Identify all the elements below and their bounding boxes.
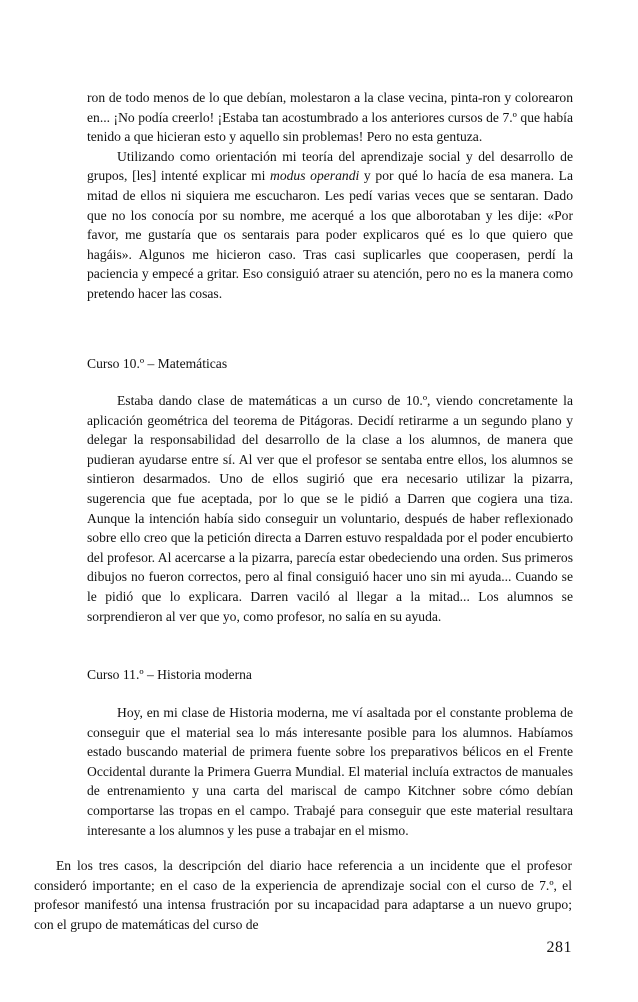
paragraph: En los tres casos, la descripción del diario hace referencia a un incidente que el profesor consideró importante; en el caso de la experiencia de aprendizaje social con el curso de 7.º, el profesor manifestó una intensa frustración por su incapacidad para adaptarse a un nuevo grupo; con el grupo de matemáticas del curso de — [34, 858, 572, 932]
italic-term: modus operandi — [270, 168, 360, 184]
section-heading-maths: Curso 10.º – Matemáticas — [87, 356, 228, 371]
section-heading-history: Curso 11.º – Historia moderna — [87, 667, 252, 682]
paragraph: Hoy, en mi clase de Historia moderna, me ví asaltada por el constante problema de conseguir que el material sea lo más interesante posible para los alumnos. Habíamos estado buscando material de primera fuente sobre los preparativos bélicos en el Frente Occidental durante la Primera Guerra Mundial. El material incluía extractos de manuales de entrenamiento y una carta del mariscal de campo Kitchner sobre cómo debían comportarse las tropas en el campo. Trabajé para conseguir que este material resultara interesante a los alumnos y les puse a trabajar en el mismo. — [87, 705, 573, 838]
paragraph-text: Utilizando como orientación mi teoría del aprendizaje social y del desarrollo de grupos, [les] intenté explicar mi — [87, 148, 573, 184]
diary-excerpt-year-11 — [87, 703, 573, 840]
paragraph-text: y por qué lo hacía de esa manera. La mitad de ellos ni siquiera me escucharon. Les pedí varias veces que se sentaran. Dado que no los conocía por su nombre, me acerqué a los que alborotaban y les dije: «Por favor, me gustaría que os sentarais para poder explicaros qué es lo que quiero que hagáis». Algunos me hicieron caso. Tras casi suplicarles que cooperasen, perdí la paciencia y empecé a gritar. Eso consiguió atraer su atención, pero no es la manera como pretendo hacer las cosas. — [87, 168, 573, 301]
main-text — [34, 856, 572, 934]
diary-excerpt-year-7 — [87, 88, 573, 304]
paragraph — [87, 147, 573, 304]
paragraph: Estaba dando clase de matemáticas a un curso de 10.º, viendo concretamente la aplicación geométrica del teorema de Pitágoras. Decidí retirarme a un segundo plano y delegar la responsabilidad del desarrollo de la clase a los alumnos, de manera que pudieran ayudarse entre sí. Al ver que el profesor se sentaba entre ellos, los alumnos se sintieron desarmados. Uno de ellos sugirió que era necesario utilizar la pizarra, sugerencia que fue aceptada, por lo que se le pidió a Darren que cogiera una tiza. Aunque la intención había sido conseguir un voluntario, después de haber reflexionado sobre ello creo que la petición directa a Darren estuvo respaldada por el poder encubierto del profesor. Al acercarse a la pizarra, parecía estar obedeciendo una orden. Sus primeros dibujos no fueron correctos, pero al final consiguió hacer uno sin mi ayuda... Cuando se le pidió que lo explicara. Darren vaciló al llegar a la mitad... Los alumnos se sorprendieron al ver que yo, como profesor, no salía en su ayuda. — [87, 393, 573, 624]
page-number: 281 — [546, 939, 572, 956]
diary-excerpt-year-10 — [87, 391, 573, 626]
paragraph: ron de todo menos de lo que debían, molestaron a la clase vecina, pinta-ron y colorearon en... ¡No podía creerlo! ¡Estaba tan acostumbrado a los anteriores cursos de 7.º que había tenido a que hicieran esto y aquello sin problemas! Pero no esta gentuza. — [87, 90, 573, 145]
